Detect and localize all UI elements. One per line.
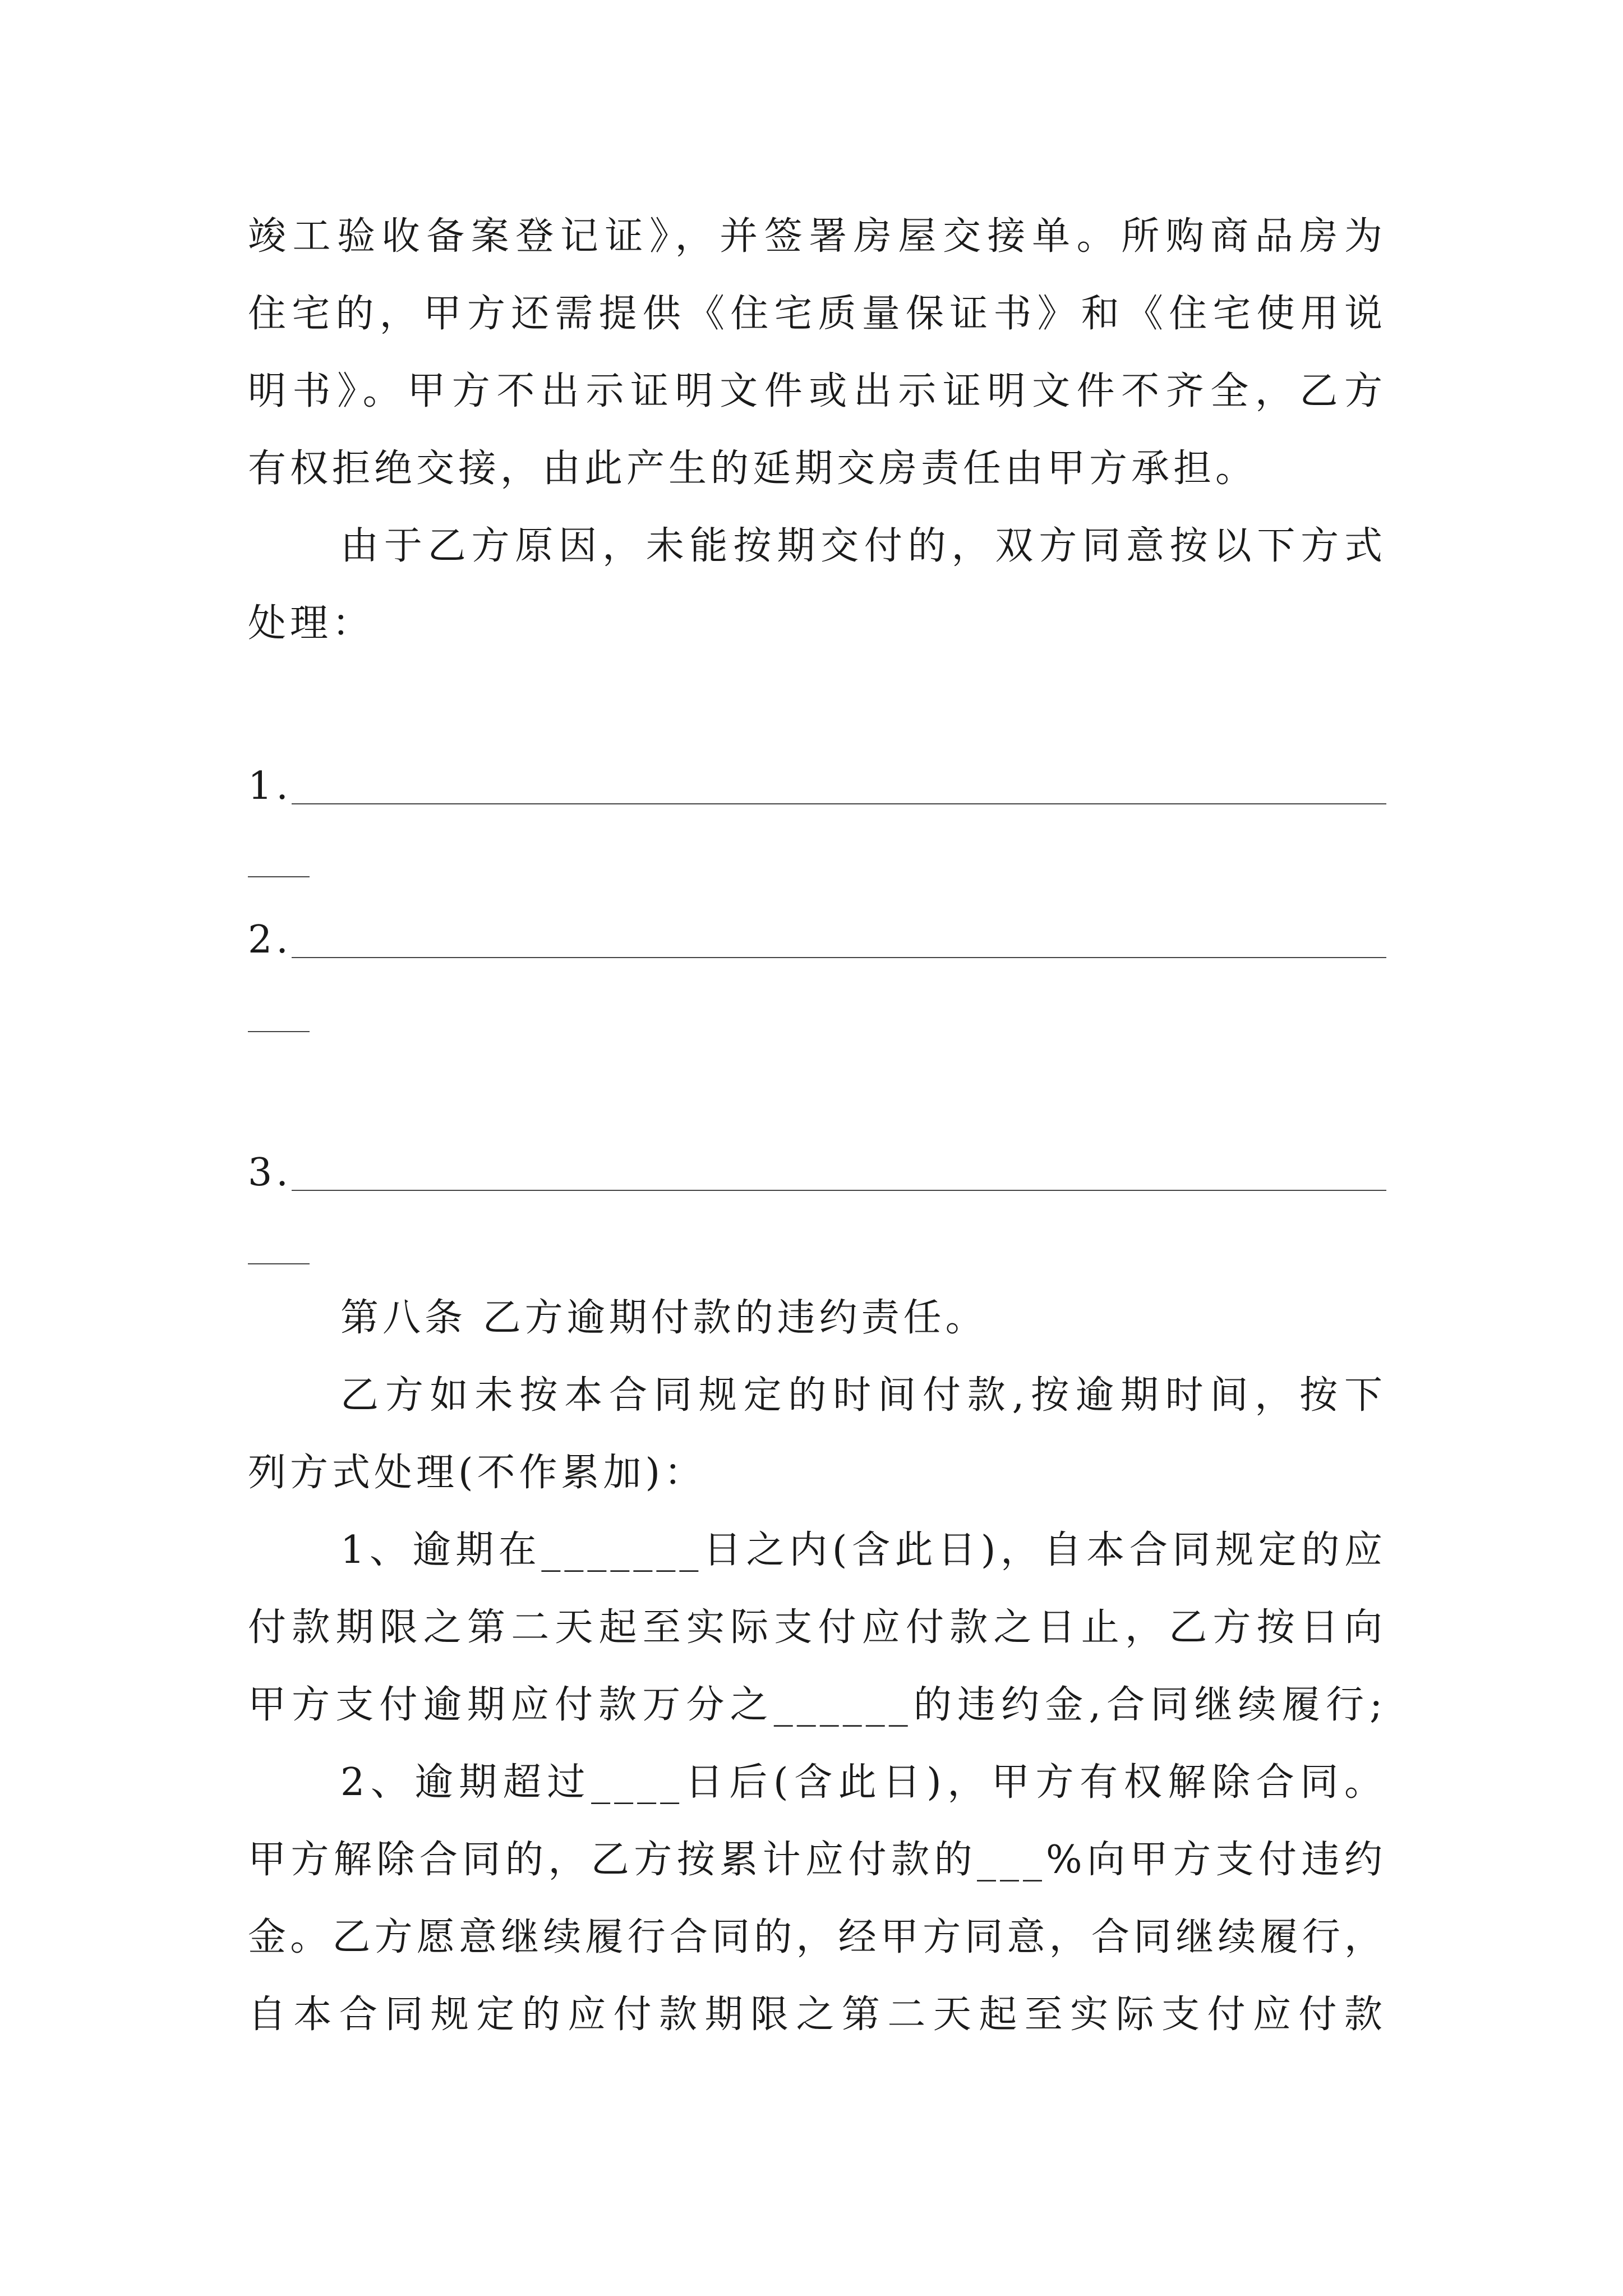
fill-in-rule-continuation [248,1263,310,1264]
paragraph-line: 付款期限之第二天起至实际支付应付款之日止，乙方按日向 [248,1605,1386,1650]
paragraph-line: 由于乙方原因，未能按期交付的，双方同意按以下方式 [340,524,1386,568]
paragraph-line: 自本合同规定的应付款期限之第二天起至实际支付应付款 [248,1993,1386,2037]
fill-in-rule [292,1190,1386,1191]
paragraph-line: 明书》。甲方不出示证明文件或出示证明文件不齐全，乙方 [248,369,1386,413]
paragraph-line: 金。乙方愿意继续履行合同的，经甲方同意，合同继续履行， [248,1915,1386,1959]
blank-item-3 [248,1142,1386,1203]
article-heading: 第八条 乙方逾期付款的违约责任。 [340,1296,988,1340]
paragraph-line: 甲方支付逾期应付款万分之______的违约金,合同继续履行; [248,1683,1386,1727]
paragraph-line: 处理： [248,601,375,646]
blank-item-1 [248,755,1386,817]
fill-in-rule [292,957,1386,958]
paragraph-line: 甲方解除合同的，乙方按累计应付款的___%向甲方支付违约 [248,1838,1386,1882]
paragraph-line: 2、逾期超过____日后(含此日)，甲方有权解除合同。 [340,1760,1386,1805]
paragraph-line: 列方式处理(不作累加)： [248,1451,707,1495]
item-number: 2. [248,918,292,962]
paragraph-line: 住宅的，甲方还需提供《住宅质量保证书》和《住宅使用说 [248,292,1386,336]
item-number: 1. [248,764,292,808]
fill-in-rule [292,803,1386,804]
fill-in-rule-continuation [248,876,310,877]
paragraph-line: 有权拒绝交接，由此产生的延期交房责任由甲方承担。 [248,447,1258,491]
paragraph-line: 乙方如未按本合同规定的时间付款,按逾期时间，按下 [340,1373,1386,1418]
item-number: 3. [248,1151,292,1195]
blank-item-2 [248,909,1386,970]
paragraph-line: 1、逾期在_______日之内(含此日)，自本合同规定的应 [340,1528,1386,1572]
fill-in-rule-continuation [248,1031,310,1032]
paragraph-line: 竣工验收备案登记证》，并签署房屋交接单。所购商品房为 [248,214,1386,259]
